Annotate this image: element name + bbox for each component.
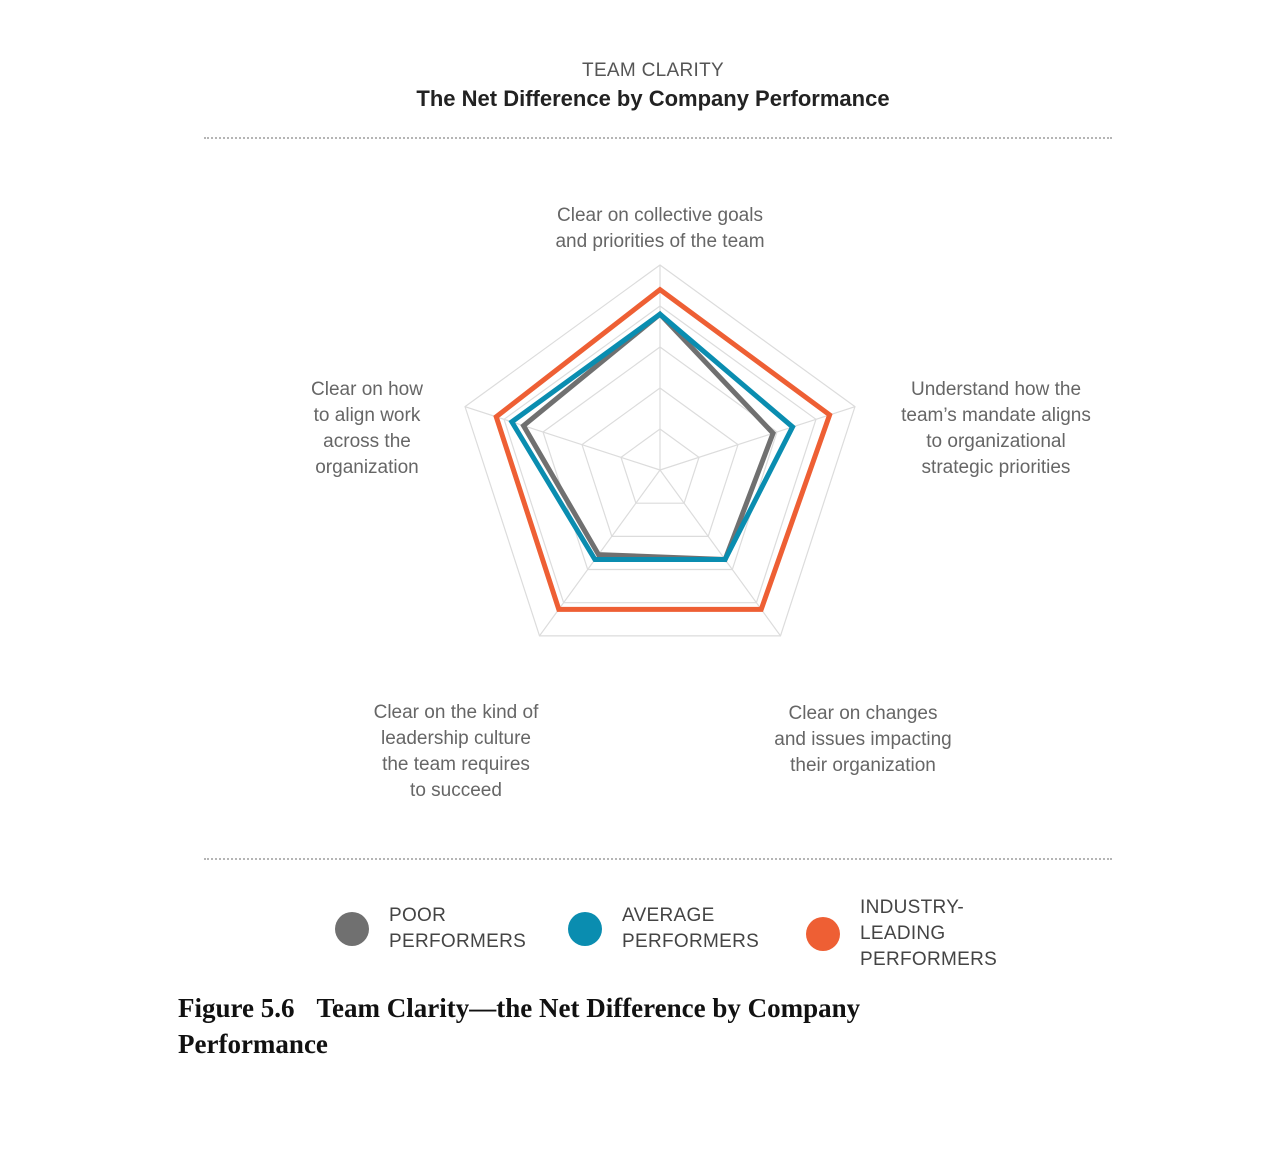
axis-label-3-line-0: Clear on the kind of (373, 702, 539, 723)
poor-swatch-icon (335, 912, 369, 946)
axis-label-1-line-1: team’s mandate aligns (901, 405, 1091, 426)
axis-label-4-line-2: across the (323, 431, 411, 452)
legend-label-average: AVERAGE PERFORMERS (622, 905, 760, 952)
axis-label-2-line-0: Clear on changes (788, 703, 938, 724)
axis-label-0 (555, 205, 764, 252)
axis-label-2-line-1: and issues impacting (774, 729, 952, 750)
axis-label-3 (374, 702, 539, 801)
chart-subtitle: TEAM CLARITY (582, 60, 724, 81)
axis-label-2-line-2: their organization (790, 755, 936, 776)
axis-label-4-line-0: Clear on how (311, 379, 423, 400)
legend-item-poor (335, 903, 526, 955)
axis-label-3-line-3: to succeed (410, 780, 502, 801)
chart-title: The Net Difference by Company Performance (416, 86, 890, 111)
axis-label-3-line-1: leadership culture (381, 728, 531, 749)
radar-series (496, 290, 829, 610)
legend (0, 895, 1280, 975)
figure-caption (178, 990, 998, 1062)
legend-label-poor: POOR PERFORMERS (389, 905, 527, 952)
series-average-performers (512, 314, 793, 559)
axis-label-4-line-1: to align work (313, 405, 421, 426)
axis-label-2 (774, 703, 951, 776)
radar-grid (465, 265, 855, 636)
figure-caption-text: Team Clarity—the Net Difference by Company Performance (178, 993, 861, 1059)
legend-label-industry-leading: INDUSTRY- LEADING PERFORMERS (860, 897, 998, 970)
axis-label-1-line-0: Understand how the (910, 379, 1082, 400)
axis-label-1-line-3: strategic priorities (921, 457, 1071, 478)
axis-label-4-line-3: organization (315, 457, 419, 478)
axis-label-0-line-1: and priorities of the team (555, 231, 765, 252)
industry-leading-swatch-icon (806, 917, 840, 951)
bottom-divider (204, 858, 1112, 860)
legend-item-average (568, 903, 759, 955)
axis-label-1 (901, 379, 1091, 478)
axis-label-3-line-2: the team requires (382, 754, 530, 775)
axis-label-0-line-0: Clear on collective goals (557, 205, 763, 226)
average-swatch-icon (568, 912, 602, 946)
axis-label-1-line-2: to organizational (926, 431, 1066, 452)
axis-label-4 (311, 379, 423, 478)
figure-number: Figure 5.6 (178, 993, 295, 1023)
legend-item-industry-leading (806, 895, 997, 973)
